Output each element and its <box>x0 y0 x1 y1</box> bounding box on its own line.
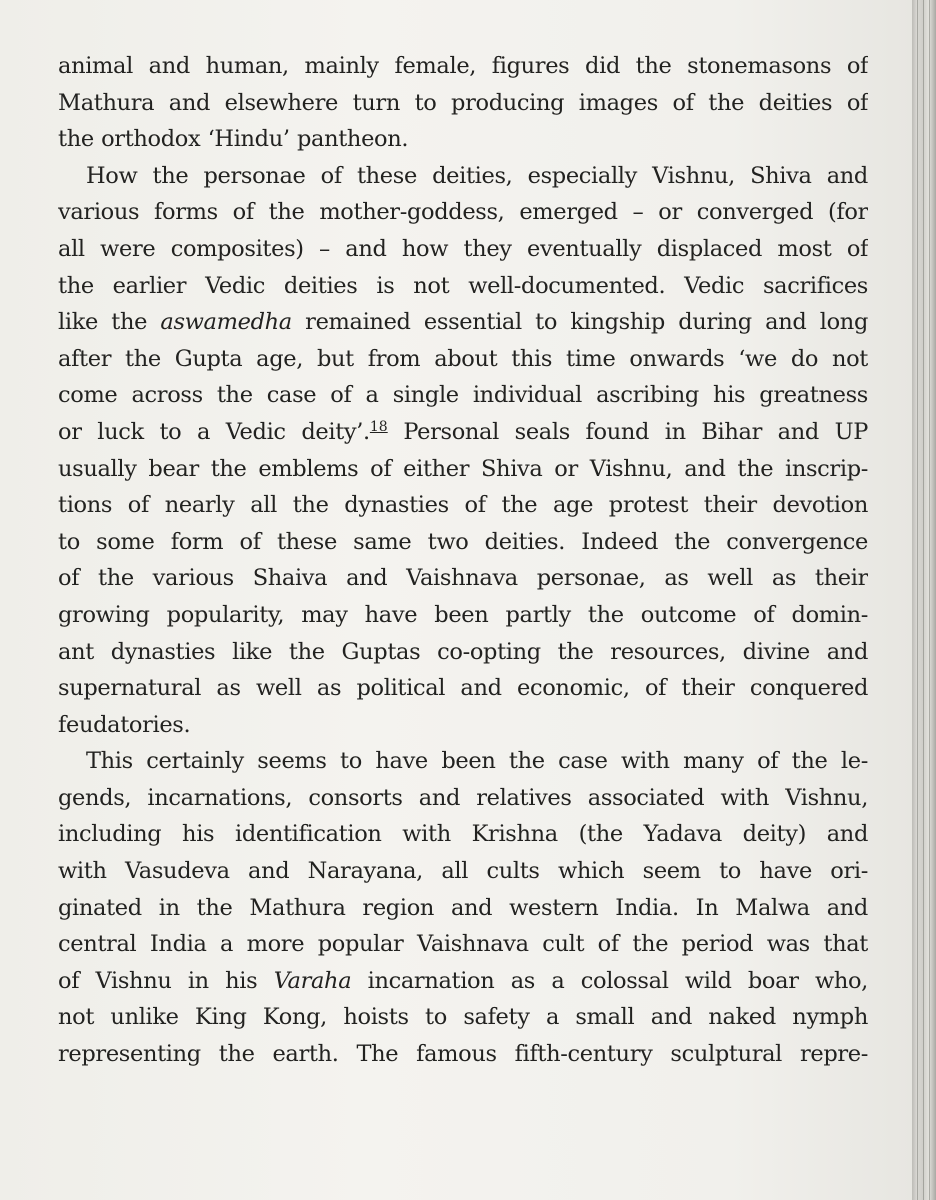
text-line <box>58 963 868 1000</box>
text-run: feudatories. <box>58 711 191 738</box>
text-line <box>58 231 868 268</box>
text-line <box>58 85 868 122</box>
text-run: How the personae of these deities, especially Vishnu, Shiva and <box>86 162 868 189</box>
text-run: including his identification with Krishna (the Yadava deity) and <box>58 821 868 848</box>
text-line <box>58 780 868 817</box>
text-run: animal and human, mainly female, figures did the stonemasons of <box>58 53 868 79</box>
text-line <box>58 48 868 85</box>
text-line <box>58 524 868 561</box>
text-run: the earlier Vedic deities is not well-documented. Vedic sacrifices <box>58 272 868 299</box>
text-line <box>58 890 868 927</box>
text-run: central India a more popular Vaishnava cult of the period was that <box>58 931 868 958</box>
text-line <box>58 634 868 671</box>
text-run: not unlike King Kong, hoists to safety a small and naked nymph <box>58 1004 868 1031</box>
text-run: like the <box>58 309 161 336</box>
text-run: This certainly seems to have been the case with many of the le- <box>86 748 868 775</box>
body-text <box>58 48 868 1073</box>
text-line <box>58 670 868 707</box>
text-line <box>58 853 868 890</box>
text-run: of Vishnu in his <box>58 967 274 994</box>
page-stack-edge <box>912 0 936 1200</box>
text-run: to some form of these same two deities. Indeed the convergence <box>58 528 868 555</box>
text-run: all were composites) – and how they eventually displaced most of <box>58 235 868 262</box>
footnote-ref[interactable]: 18 <box>369 418 388 435</box>
text-line <box>58 597 868 634</box>
text-line <box>58 560 868 597</box>
text-run: or luck to a Vedic deity’. <box>58 418 370 445</box>
text-line <box>58 194 868 231</box>
text-line <box>58 816 868 853</box>
italic-term: aswamedha <box>160 309 292 336</box>
text-line <box>58 451 868 488</box>
text-run: with Vasudeva and Narayana, all cults which seem to have ori- <box>58 858 868 885</box>
text-run: supernatural as well as political and economic, of their conquered <box>58 675 868 702</box>
text-run: remained essential to kingship during and long <box>291 309 868 336</box>
text-run: tions of nearly all the dynasties of the age protest their devotion <box>58 492 868 519</box>
text-run: growing popularity, may have been partly the outcome of domin- <box>58 601 868 628</box>
text-run: after the Gupta age, but from about this time onwards ‘we do not <box>58 345 868 372</box>
text-run: Mathura and elsewhere turn to producing images of the deities of <box>58 89 868 116</box>
text-line <box>58 999 868 1036</box>
text-line <box>58 341 868 378</box>
text-line <box>58 121 868 158</box>
text-run: ginated in the Mathura region and western India. In Malwa and <box>58 894 868 921</box>
text-run: incarnation as a colossal wild boar who, <box>351 967 868 994</box>
text-line <box>58 304 868 341</box>
text-run: various forms of the mother-goddess, emerged – or converged (for <box>58 199 868 226</box>
text-run: the orthodox ‘Hindu’ pantheon. <box>58 126 409 153</box>
text-line <box>58 158 868 195</box>
text-run: Personal seals found in Bihar and UP <box>387 418 868 445</box>
text-run: usually bear the emblems of either Shiva or Vishnu, and the inscrip- <box>58 455 868 482</box>
text-line <box>58 926 868 963</box>
text-run: representing the earth. The famous fifth-century sculptural repre- <box>58 1041 868 1068</box>
text-line <box>58 1036 868 1073</box>
text-run: gends, incarnations, consorts and relatives associated with Vishnu, <box>58 784 868 811</box>
italic-term: Varaha <box>273 967 352 994</box>
text-line <box>58 377 868 414</box>
text-line <box>58 414 868 451</box>
text-line <box>58 743 868 780</box>
text-run: of the various Shaiva and Vaishnava personae, as well as their <box>58 565 868 592</box>
text-run: ant dynasties like the Guptas co-opting the resources, divine and <box>58 638 868 665</box>
text-line <box>58 268 868 305</box>
text-run: come across the case of a single individual ascribing his greatness <box>58 382 868 409</box>
text-line <box>58 707 868 744</box>
text-line <box>58 487 868 524</box>
